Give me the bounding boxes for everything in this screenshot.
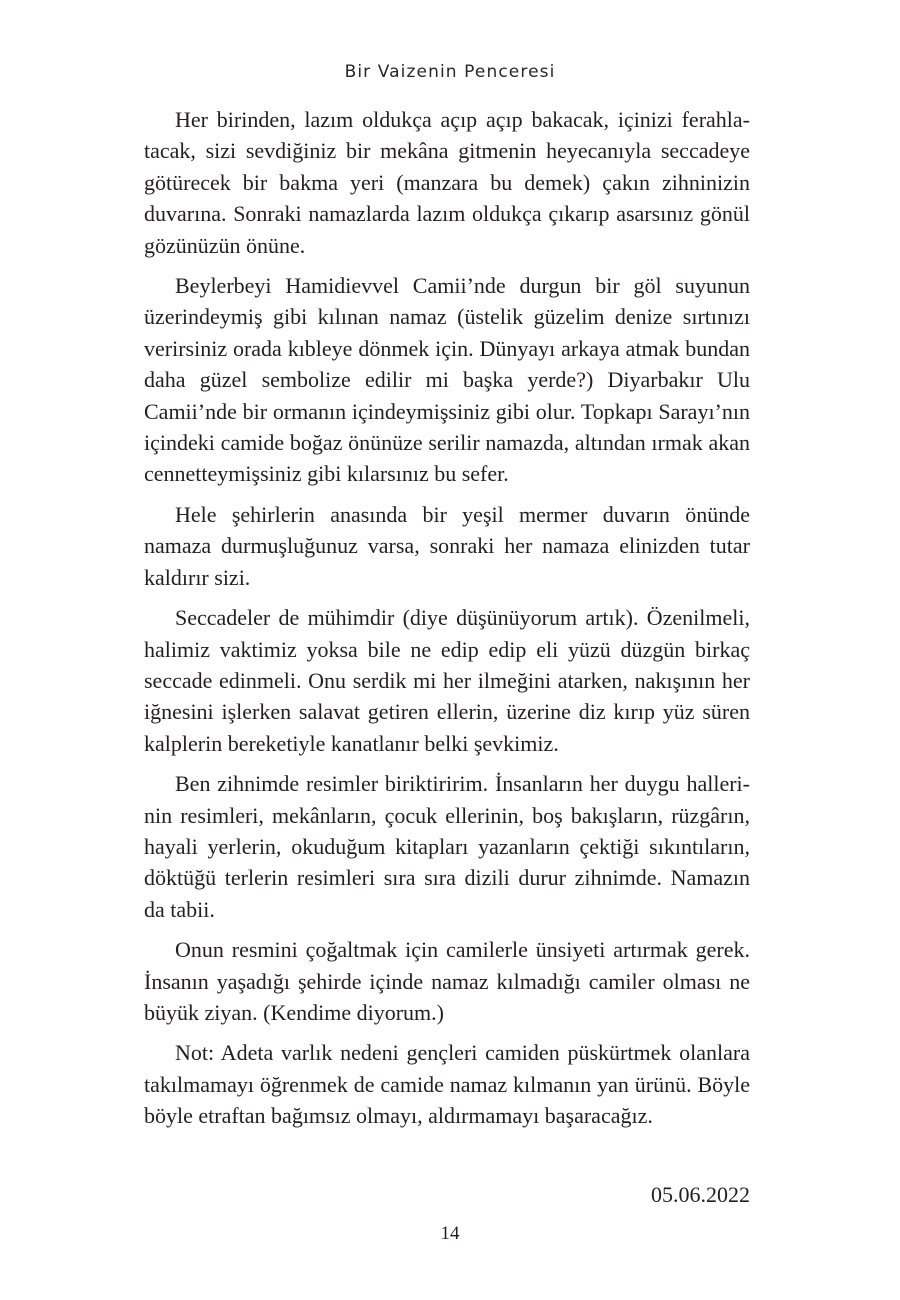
running-header: Bir Vaizenin Penceresi [344, 62, 556, 82]
paragraph: Not: Adeta varlık nedeni gençleri camiden püskürtmek olanlara takılmamayı öğrenmek de camide namaz kılmanın yan ürünü. Böyle böyle etraftan bağımsız olmayı, aldırmamayı başaracağız. [144, 1040, 750, 1129]
paragraph: Seccadeler de mühimdir (diye düşünüyorum artık). Özenilmeli, halimiz vaktimiz yoksa bile ne edip edip eli yüzü düzgün birkaç seccade edinmeli. Onu serdik mi her ilmeğini atarken, nakışının her iğnesini işlerken salavat getiren ellerin, üzerine diz kırıp yüz süren kalplerin bereketiyle kanatlanır belki şevkimiz. [144, 605, 750, 756]
paragraph: Hele şehirlerin anasında bir yeşil mermer duvarın önünde namaza durmuşluğunuz varsa, sonraki her namaza elinizden tutar kaldırır sizi. [144, 501, 750, 590]
paragraph: Ben zihnimde resimler biriktiririm. İnsanların her duygu hallerinin resimleri, mekânların, çocuk ellerinin, boş bakışların, rüzgârın, hayali yerlerin, okuduğum kitapları yazanların çektiği sıkıntıların, döktüğü terlerin resimleri sıra sıra dizili durur zihnimde. Namazın da tabii. [144, 771, 750, 922]
entry-date: 05.06.2022 [651, 1182, 750, 1207]
body-text [144, 104, 750, 1141]
paragraph: Onun resmini çoğaltmak için camilerle ünsiyeti artırmak gerek. İnsanın yaşadığı şehirde içinde namaz kılmadığı camiler olması ne büyük ziyan. (Kendime diyorum.) [144, 937, 750, 1025]
page-number: 14 [440, 1223, 460, 1244]
paragraph: Beylerbeyi Hamidievvel Camii’nde durgun bir göl suyunun üzerindeymiş gibi kılınan namaz (üstelik güzelim denize sırtınızı verirsiniz orada kıbleye dönmek için. Dünyayı arkaya atmak bundan daha güzel sembolize edilir mi başka yerde?) Diyarbakır Ulu Camii’nde bir ormanın içindeymişsiniz gibi olur. Topkapı Sarayı’nın içindeki camide boğaz önünüze serilir namazda, altından ırmak akan cennetteymişsiniz gibi kılarsınız bu sefer. [144, 273, 750, 487]
paragraph: Her birinden, lazım oldukça açıp açıp bakacak, içinizi ferahlatacak, sizi sevdiğiniz bir mekâna gitmenin heyecanıyla seccadeye götürecek bir bakma yeri (manzara bu demek) çakın zihninizin duvarına. Sonraki namazlarda lazım oldukça çıkarıp asarsınız gönül gözünüzün önüne. [144, 107, 750, 258]
